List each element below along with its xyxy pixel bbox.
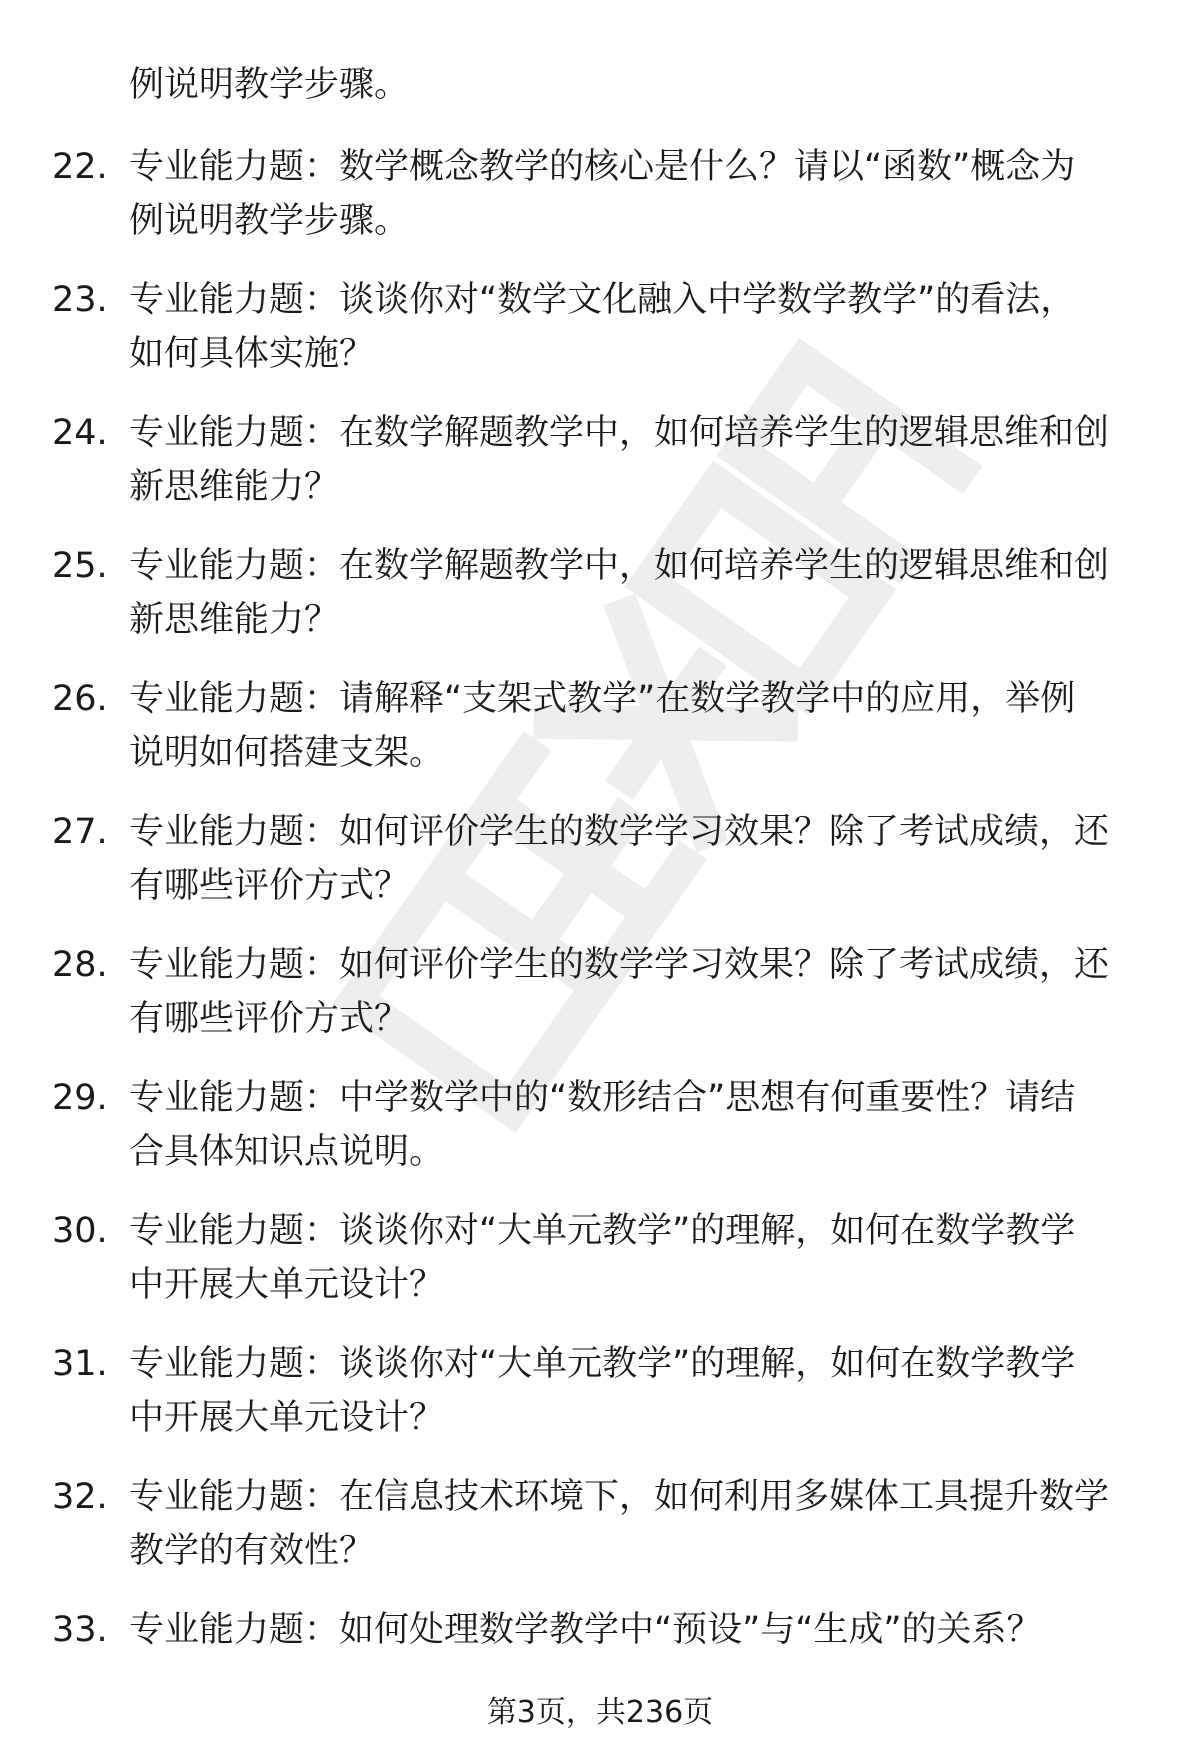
question-text-line-1: 专业能力题：在数学解题教学中，如何培养学生的逻辑思维和创 <box>129 413 1110 453</box>
question-item <box>0 1204 1200 1337</box>
question-text <box>129 1603 1139 1657</box>
question-number: 25. <box>52 546 108 586</box>
question-text-line-1: 专业能力题：在数学解题教学中，如何培养学生的逻辑思维和创 <box>129 546 1110 586</box>
question-text-line-2: 如何具体实施？ <box>129 334 375 374</box>
question-text <box>129 1470 1139 1578</box>
question-text-line-1: 专业能力题：中学数学中的“数形结合”思想有何重要性？请结 <box>129 1078 1076 1118</box>
question-number: 32. <box>52 1477 108 1517</box>
question-number: 27. <box>52 812 108 852</box>
question-number: 31. <box>52 1344 108 1384</box>
question-text-line-1: 专业能力题：数学概念教学的核心是什么？请以“函数”概念为 <box>129 147 1076 187</box>
question-text <box>129 273 1139 381</box>
question-text <box>129 672 1139 780</box>
question-item <box>0 672 1200 805</box>
question-text-line-2: 有哪些评价方式？ <box>129 999 410 1039</box>
question-item <box>0 805 1200 938</box>
question-text <box>129 805 1139 913</box>
question-number: 33. <box>52 1610 108 1650</box>
page-footer: 第3页，共236页 <box>486 1695 714 1730</box>
question-text-line-2: 新思维能力？ <box>129 467 340 507</box>
question-number: 29. <box>52 1078 108 1118</box>
question-text-line-2: 中开展大单元设计？ <box>129 1265 445 1305</box>
question-text-line-1: 专业能力题：谈谈你对“大单元教学”的理解，如何在数学教学 <box>129 1211 1076 1251</box>
question-number: 28. <box>52 945 108 985</box>
question-text <box>129 1337 1139 1445</box>
question-text <box>129 539 1139 647</box>
question-item <box>0 1337 1200 1470</box>
question-item <box>0 273 1200 406</box>
question-text-line-2: 新思维能力？ <box>129 600 340 640</box>
question-text-line-2: 例说明教学步骤。 <box>129 201 410 241</box>
question-text-line-2: 中开展大单元设计？ <box>129 1398 445 1438</box>
question-text-line-2: 说明如何搭建支架。 <box>129 733 445 773</box>
question-text-line-2: 有哪些评价方式？ <box>129 866 410 906</box>
question-text-line-1: 专业能力题：谈谈你对“数学文化融入中学数学教学”的看法， <box>129 280 1076 320</box>
question-item <box>0 140 1200 273</box>
question-text-line-1: 专业能力题：谈谈你对“大单元教学”的理解，如何在数学教学 <box>129 1344 1076 1384</box>
question-number: 24. <box>52 413 108 453</box>
question-text <box>129 406 1139 514</box>
question-item <box>0 406 1200 539</box>
question-text-line-1: 专业能力题：如何评价学生的数学学习效果？除了考试成绩，还 <box>129 945 1110 985</box>
question-number: 30. <box>52 1211 108 1251</box>
previous-question-continuation: 例说明教学步骤。 <box>129 65 410 105</box>
question-number: 26. <box>52 679 108 719</box>
question-text-line-1: 专业能力题：在信息技术环境下，如何利用多媒体工具提升数学 <box>129 1477 1110 1517</box>
question-list <box>0 140 1200 1736</box>
question-text-line-1: 专业能力题：如何评价学生的数学学习效果？除了考试成绩，还 <box>129 812 1110 852</box>
question-text-line-2: 教学的有效性？ <box>129 1531 375 1571</box>
question-text-line-1: 专业能力题：如何处理数学教学中“预设”与“生成”的关系？ <box>129 1610 1042 1650</box>
question-item <box>0 1470 1200 1603</box>
question-item <box>0 1071 1200 1204</box>
question-item <box>0 539 1200 672</box>
question-number: 22. <box>52 147 108 187</box>
question-text <box>129 1204 1139 1312</box>
question-text <box>129 938 1139 1046</box>
question-text <box>129 140 1139 248</box>
question-text-line-1: 专业能力题：请解释“支架式教学”在数学教学中的应用，举例 <box>129 679 1076 719</box>
question-number: 23. <box>52 280 108 320</box>
question-item <box>0 938 1200 1071</box>
question-text <box>129 1071 1139 1179</box>
question-text-line-2: 合具体知识点说明。 <box>129 1132 445 1172</box>
